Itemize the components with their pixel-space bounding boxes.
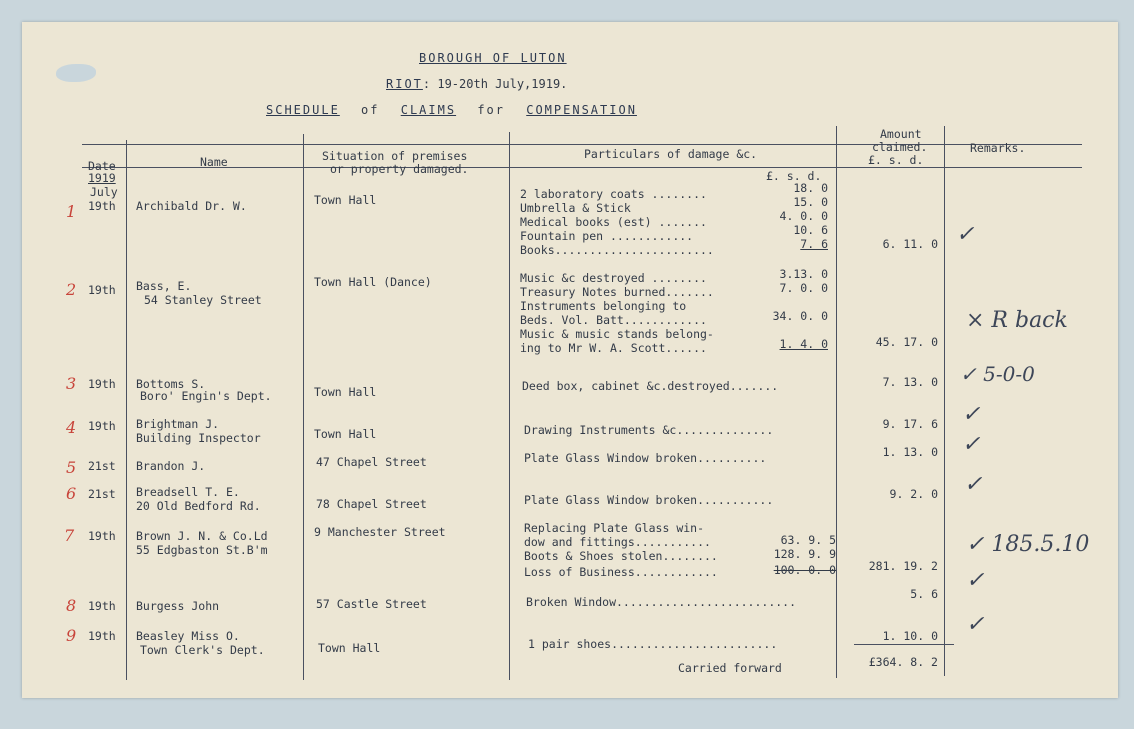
row-situation: Town Hall (Dance) [314, 275, 432, 289]
row-amount: 45. 17. 0 [875, 335, 938, 349]
header-amount-3: £. s. d. [868, 153, 924, 167]
for-word: for [477, 103, 505, 117]
item-value: 1. 4. 0 [779, 337, 828, 351]
item-value: 10. 6 [793, 223, 828, 237]
compensation-schedule-document [22, 22, 1118, 698]
header-year: 1919 [88, 171, 116, 185]
item-text: Deed box, cabinet &c.destroyed....... [522, 379, 779, 393]
header-particulars: Particulars of damage &c. [584, 147, 758, 161]
remark-check: ✓ [962, 432, 981, 457]
remark-check-amount: ✓ 185.5.10 [966, 532, 1090, 557]
borough-title: BOROUGH OF LUTON [419, 51, 567, 65]
riot-label: RIOT [386, 77, 423, 91]
row-situation: 9 Manchester Street [314, 525, 446, 539]
header-lsd: £. s. d. [766, 169, 822, 183]
row-amount: 9. 17. 6 [882, 417, 938, 431]
row-date: 19th [88, 529, 116, 543]
row-situation: 47 Chapel Street [316, 455, 427, 469]
item-text: Books....................... [520, 243, 714, 257]
col-divider-date [126, 140, 127, 680]
row-amount: 5. 6 [910, 587, 938, 601]
remark-check: ✓ 5-0-0 [960, 362, 1035, 386]
item-text: Loss of Business............ [524, 565, 718, 579]
header-situation-1: Situation of premises [322, 149, 468, 163]
row-situation: Town Hall [314, 193, 377, 207]
row-index: 4 [66, 418, 77, 437]
row-name-line2: Town Clerk's Dept. [140, 643, 265, 657]
remark-check: ✓ [966, 612, 985, 637]
item-value: 100. 0. 0 [773, 563, 836, 577]
row-name: Archibald Dr. W. [136, 199, 247, 213]
item-text: dow and fittings........... [524, 535, 711, 549]
item-text: Beds. Vol. Batt............ [520, 313, 707, 327]
row-date: 19th [88, 283, 116, 297]
row-amount: 1. 13. 0 [882, 445, 938, 459]
item-text: Treasury Notes burned....... [520, 285, 714, 299]
item-text: Boots & Shoes stolen........ [524, 549, 718, 563]
row-index: 5 [66, 458, 77, 477]
row-index: 2 [66, 280, 77, 299]
row-amount: 1. 10. 0 [882, 629, 938, 643]
col-divider-situation [509, 132, 510, 680]
item-text: 1 pair shoes........................ [528, 637, 778, 651]
torn-hole [56, 64, 96, 82]
row-situation: Town Hall [314, 427, 377, 441]
row-index: 1 [66, 202, 77, 221]
row-date: 19th [88, 377, 116, 391]
item-value: 128. 9. 9 [773, 547, 836, 561]
col-divider-particulars [836, 126, 837, 678]
item-text: Drawing Instruments &c.............. [524, 423, 774, 437]
header-date: Date [88, 159, 116, 173]
item-text: Music &c destroyed ........ [520, 271, 707, 285]
header-situation-2: or property damaged. [330, 162, 469, 176]
row-date: 19th [88, 599, 116, 613]
item-text: Music & music stands belong- [520, 327, 714, 341]
row-name-line2: Building Inspector [136, 431, 261, 445]
riot-dates: : 19-20th July,1919. [422, 77, 568, 91]
row-name-line2: Boro' Engin's Dept. [140, 389, 272, 403]
table-top-rule [82, 144, 1082, 145]
row-name: Brown J. N. & Co.Ld [136, 529, 268, 543]
row-amount: 6. 11. 0 [882, 237, 938, 251]
carried-forward-total: £364. 8. 2 [868, 655, 938, 669]
row-name: Brightman J. [136, 417, 220, 431]
row-situation: 57 Castle Street [316, 597, 427, 611]
row-index: 6 [66, 484, 77, 503]
row-amount: 7. 13. 0 [882, 375, 938, 389]
item-value: 4. 0. 0 [779, 209, 828, 223]
remark-check: ✓ [956, 222, 975, 247]
row-date: 21st [88, 459, 116, 473]
remark-check: ✓ [966, 568, 985, 593]
row-date: 19th [88, 199, 116, 213]
total-rule [854, 644, 954, 645]
item-text: Instruments belonging to [520, 299, 687, 313]
row-date: 19th [88, 419, 116, 433]
row-name: Burgess John [136, 599, 220, 613]
row-date: 21st [88, 487, 116, 501]
row-name: Beasley Miss O. [136, 629, 240, 643]
riot-line [386, 78, 567, 90]
row-name: Bottoms S. [136, 377, 206, 391]
of-word: of [361, 103, 380, 117]
row-name-line2: 55 Edgbaston St.B'm [136, 543, 268, 557]
row-amount: 9. 2. 0 [889, 487, 938, 501]
claims-word: CLAIMS [400, 103, 457, 117]
item-text: Medical books (est) ....... [520, 215, 707, 229]
row-name-line2: 54 Stanley Street [144, 293, 262, 307]
row-situation: Town Hall [318, 641, 381, 655]
header-remarks: Remarks. [970, 141, 1026, 155]
item-text: Fountain pen ............ [520, 229, 694, 243]
header-bottom-rule [82, 167, 1082, 168]
row-amount: 281. 19. 2 [868, 559, 938, 573]
row-index: 9 [66, 626, 77, 645]
row-situation: 78 Chapel Street [316, 497, 427, 511]
carried-forward-label: Carried forward [678, 661, 782, 675]
remark-cross: × R back [966, 308, 1068, 333]
item-text: ing to Mr W. A. Scott...... [520, 341, 707, 355]
row-name: Brandon J. [136, 459, 206, 473]
item-value: 7. 0. 0 [779, 281, 828, 295]
header-amount-1: Amount [880, 127, 922, 141]
item-text: Umbrella & Stick [520, 201, 631, 215]
item-text: Broken Window.......................... [526, 595, 797, 609]
row-index: 7 [64, 526, 75, 545]
schedule-word: SCHEDULE [266, 103, 340, 117]
compensation-word: COMPENSATION [526, 103, 637, 117]
row-name: Bass, E. [136, 279, 192, 293]
row-month: July [90, 185, 118, 199]
item-text: Plate Glass Window broken.......... [524, 451, 767, 465]
header-name: Name [200, 155, 228, 169]
item-value: 63. 9. 5 [780, 533, 836, 547]
row-name-line2: 20 Old Bedford Rd. [136, 499, 261, 513]
col-divider-name [303, 134, 304, 680]
item-value: 15. 0 [793, 195, 828, 209]
row-index: 8 [66, 596, 77, 615]
header-amount-2: claimed. [872, 140, 928, 154]
item-value: 7. 6 [800, 237, 828, 251]
row-name: Breadsell T. E. [136, 485, 240, 499]
item-value: 3.13. 0 [779, 267, 828, 281]
item-value: 18. 0 [793, 181, 828, 195]
item-text: 2 laboratory coats ........ [520, 187, 707, 201]
item-text: Plate Glass Window broken........... [524, 493, 774, 507]
schedule-line [266, 104, 637, 116]
remark-check: ✓ [964, 472, 983, 497]
item-value: 34. 0. 0 [772, 309, 828, 323]
col-divider-amount [944, 126, 945, 676]
row-index: 3 [66, 374, 77, 393]
row-situation: Town Hall [314, 385, 377, 399]
row-date: 19th [88, 629, 116, 643]
remark-check: ✓ [962, 402, 981, 427]
item-text: Replacing Plate Glass win- [524, 521, 705, 535]
